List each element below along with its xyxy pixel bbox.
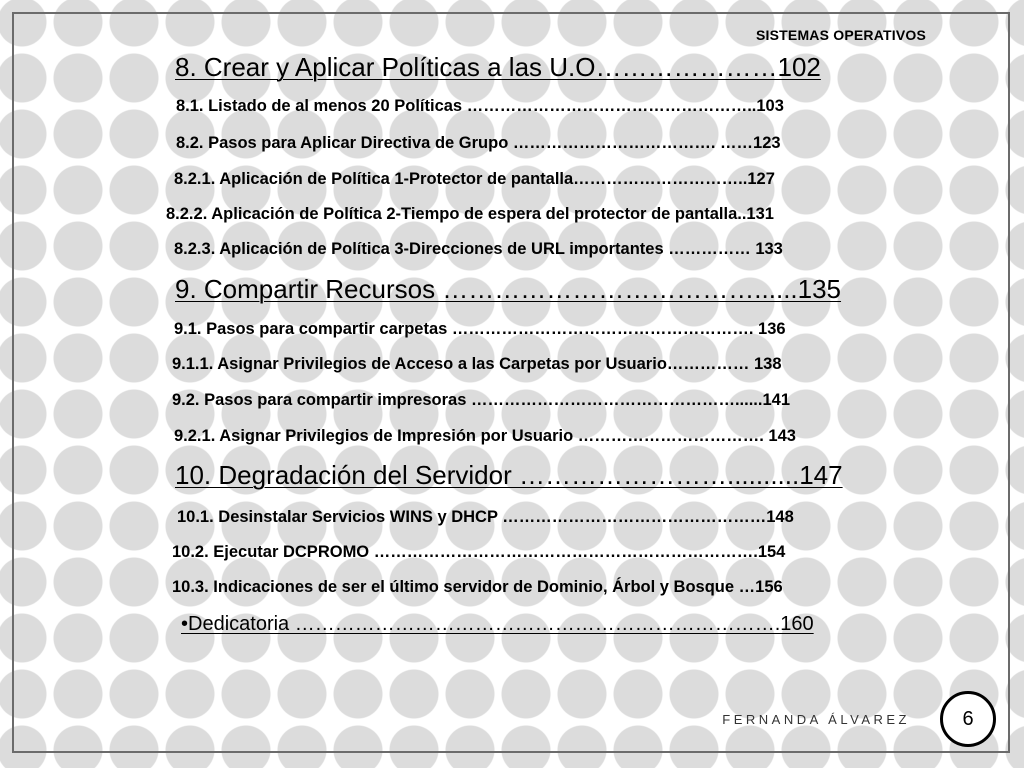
toc-entry-8-1[interactable]: 8.1. Listado de al menos 20 Políticas ……………………………………………..103 bbox=[176, 97, 784, 115]
page-number: 6 bbox=[962, 707, 974, 730]
page-number-badge bbox=[940, 691, 996, 747]
toc-entry-9[interactable]: 9. Compartir Recursos ………………………………......135 bbox=[175, 274, 842, 304]
toc-entry-10-1[interactable]: 10.1. Desinstalar Servicios WINS y DHCP …………………………………………148 bbox=[177, 508, 794, 526]
header-title: SISTEMAS OPERATIVOS bbox=[755, 27, 926, 43]
toc-entry-8-2-2[interactable]: 8.2.2. Aplicación de Política 2-Tiempo de espera del protector de pantalla..131 bbox=[166, 205, 774, 223]
toc-entry-dedicatoria[interactable]: •Dedicatoria ……………………………………………………………….160 bbox=[181, 613, 814, 635]
toc-entry-8-2[interactable]: 8.2. Pasos para Aplicar Directiva de Grupo ………………………………. ……123 bbox=[176, 134, 781, 152]
toc-entry-9-2[interactable]: 9.2. Pasos para compartir impresoras …………………………………………......141 bbox=[172, 391, 791, 409]
toc-entry-10-3[interactable]: 10.3. Indicaciones de ser el último servidor de Dominio, Árbol y Bosque …156 bbox=[172, 578, 783, 596]
toc-entry-8-2-1[interactable]: 8.2.1. Aplicación de Política 1-Protector de pantalla…………………………..127 bbox=[174, 170, 775, 188]
toc-entry-8-2-3[interactable]: 8.2.3. Aplicación de Política 3-Direcciones de URL importantes …………… 133 bbox=[174, 240, 783, 258]
author-name: FERNANDA ÁLVAREZ bbox=[722, 712, 910, 727]
toc-entry-9-1-1[interactable]: 9.1.1. Asignar Privilegios de Acceso a las Carpetas por Usuario…………… 138 bbox=[172, 355, 782, 373]
toc-entry-9-1[interactable]: 9.1. Pasos para compartir carpetas ………………………………………………. 136 bbox=[174, 320, 786, 338]
toc-entry-10[interactable]: 10. Degradación del Servidor ……………………..........147 bbox=[175, 460, 843, 490]
toc-entry-8[interactable]: 8. Crear y Aplicar Políticas a las U.O…………………102 bbox=[175, 52, 821, 82]
toc-entry-10-2[interactable]: 10.2. Ejecutar DCPROMO …………………………………………………………….154 bbox=[172, 543, 786, 561]
toc-entry-9-2-1[interactable]: 9.2.1. Asignar Privilegios de Impresión por Usuario ……………………………. 143 bbox=[174, 427, 796, 445]
